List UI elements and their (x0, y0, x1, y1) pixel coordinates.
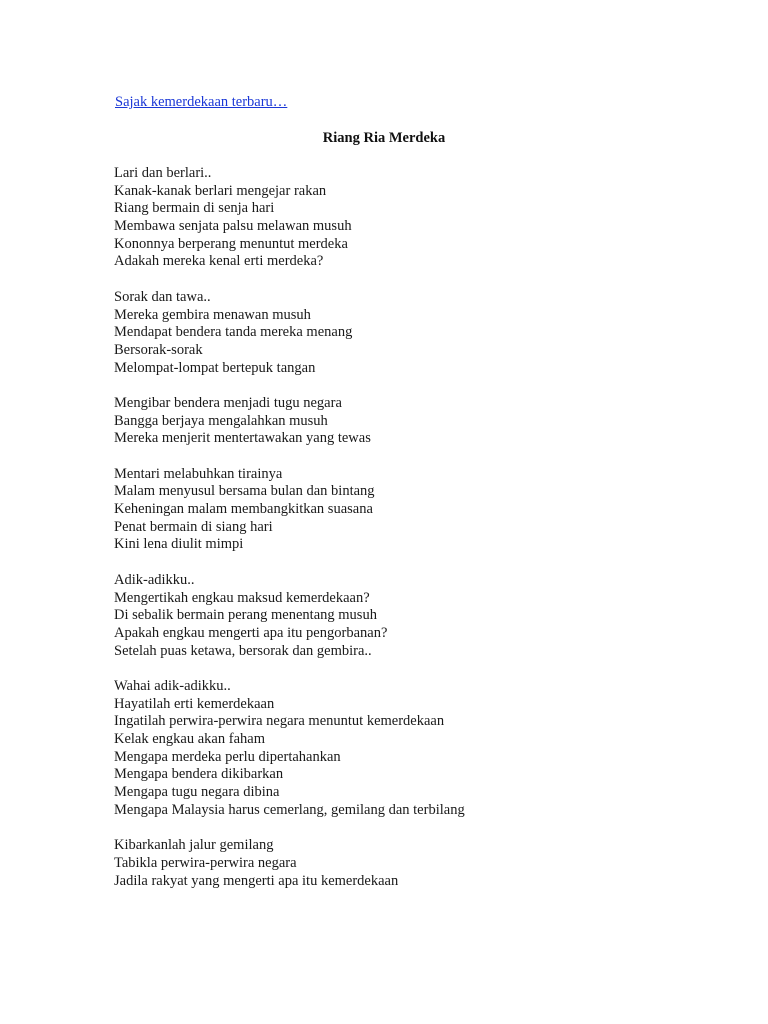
poem-line: Kelak engkau akan faham (114, 731, 265, 747)
poem-line: Mentari melabuhkan tirainya (114, 465, 283, 482)
poem-line: Adik-adikku.. (114, 571, 195, 588)
poem-line: Mereka gembira menawan musuh (114, 306, 311, 323)
poem-line: Setelah puas ketawa, bersorak dan gembira.. (114, 642, 372, 659)
poem-line: Tabikla perwira-perwira negara (114, 854, 297, 871)
poem-body (114, 165, 734, 908)
poem-line: Adakah mereka kenal erti merdeka? (114, 253, 324, 270)
poem-line: Mengapa Malaysia harus cemerlang, gemilang dan terbilang (114, 801, 465, 818)
poem-line: Wahai adik-adikku.. (114, 677, 231, 694)
poem-line: Hayatilah erti kemerdekaan (114, 695, 275, 712)
poem-line: Jadila rakyat yang mengerti apa itu kemerdekaan (114, 872, 399, 889)
poem-stanza (114, 572, 734, 660)
poem-line: Mengibar bendera menjadi tugu negara (114, 394, 342, 411)
poem-stanza (114, 165, 734, 271)
poem-line: Mengertikah engkau maksud kemerdekaan? (114, 589, 370, 606)
poem-line: Ingatilah perwira-perwira negara menuntut kemerdekaan (114, 713, 445, 730)
poem-line: Malam menyusul bersama bulan dan bintang (114, 483, 375, 500)
poem-line: Riang bermain di senja hari (114, 200, 275, 217)
poem-line: Apakah engkau mengerti apa itu pengorbanan? (114, 624, 388, 641)
poem-line: Keheningan malam membangkitkan suasana (114, 501, 373, 518)
poem-stanza (114, 466, 734, 554)
poem-title: Riang Ria Merdeka (322, 130, 446, 146)
poem-line: Kini lena diulit mimpi (114, 536, 244, 553)
poem-line: Penat bermain di siang hari (114, 518, 273, 535)
poem-stanza (114, 395, 734, 448)
poem-line: Di sebalik bermain perang menentang musuh (114, 607, 377, 624)
poem-stanza (114, 289, 734, 377)
poem-line: Melompat-lompat bertepuk tangan (114, 359, 316, 376)
poem-line: Mengapa bendera dikibarkan (114, 766, 284, 783)
poem-line: Bersorak-sorak (114, 341, 203, 358)
poem-line: Lari dan berlari.. (114, 165, 212, 181)
poem-line: Kibarkanlah jalur gemilang (114, 837, 274, 854)
poem-line: Mereka menjerit mentertawakan yang tewas (114, 430, 371, 447)
poem-line: Mengapa tugu negara dibina (114, 784, 280, 801)
poem-line: Kononnya berperang menuntut merdeka (114, 235, 348, 252)
poem-stanza (114, 678, 734, 820)
poem-line: Sorak dan tawa.. (114, 288, 211, 305)
poem-line: Mengapa merdeka perlu dipertahankan (114, 748, 341, 765)
poem-stanza (114, 837, 734, 890)
poem-line: Mendapat bendera tanda mereka menang (114, 324, 353, 341)
poem-line: Membawa senjata palsu melawan musuh (114, 218, 352, 235)
poem-line: Kanak-kanak berlari mengejar rakan (114, 182, 327, 199)
poem-line: Bangga berjaya mengalahkan musuh (114, 412, 328, 429)
post-link[interactable]: Sajak kemerdekaan terbaru… (115, 94, 288, 110)
